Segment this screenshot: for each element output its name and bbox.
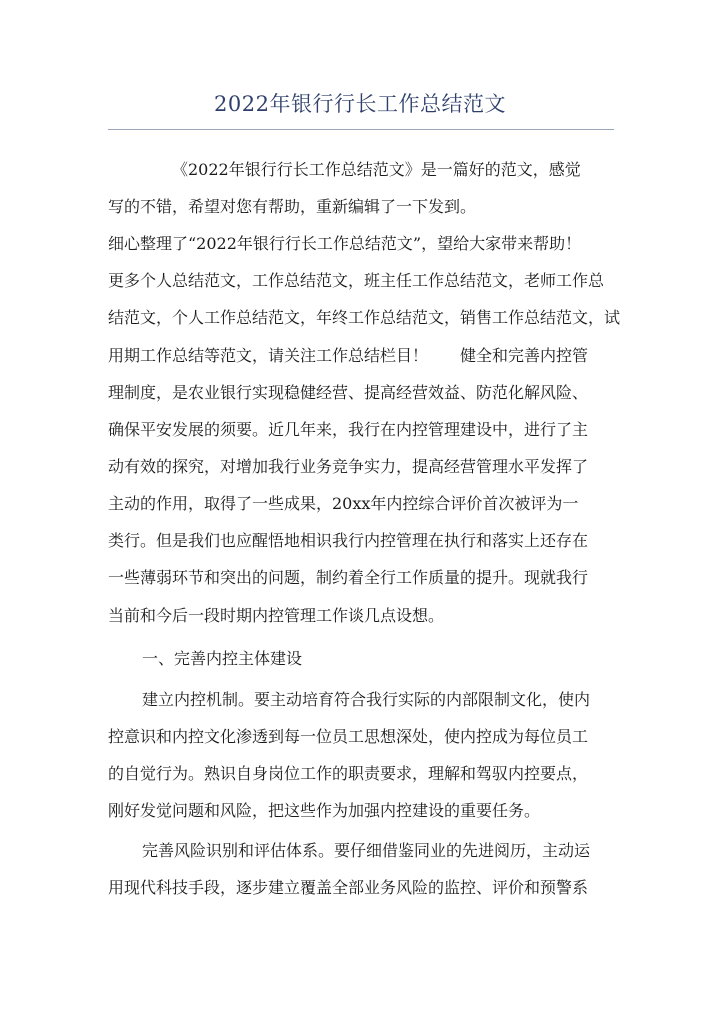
text-line: 用期工作总结等范文，请关注工作总结栏目！ 健全和完善内控管 [108,346,589,365]
text-line: 确保平安发展的须要。近几年来，我行在内控管理建设中，进行了主 [108,420,589,439]
text-line: 刚好发觉问题和风险，把这些作为加强内控建设的重要任务。 [108,801,541,820]
title-divider [108,129,614,130]
text-line: 类行。但是我们也应醒悟地相识我行内控管理在执行和落实上还存在 [108,531,589,550]
text-line: 细心整理了“2022年银行行长工作总结范文”，望给大家带来帮助！ [108,234,582,253]
text-line: 写的不错，希望对您有帮助，重新编辑了一下发到。 [108,197,477,216]
text-line: 一些薄弱环节和突出的问题，制约着全行工作质量的提升。现就我行 [108,568,589,587]
section-heading: 一、完善内控主体建设 [142,649,303,668]
document-title: 2022年银行行长工作总结范文 [214,92,506,116]
text-line: 用现代科技手段，逐步建立覆盖全部业务风险的监控、评价和预警系 [108,878,589,897]
text-line: 更多个人总结范文，工作总结范文，班主任工作总结范文，老师工作总 [108,271,605,290]
text-line: 理制度，是农业银行实现稳健经营、提高经营效益、防范化解风险、 [108,383,589,402]
text-line: 结范文，个人工作总结范文，年终工作总结范文，销售工作总结范文，试 [108,308,621,327]
text-line: 完善风险识别和评估体系。要仔细借鉴同业的先进阅历，主动运 [142,841,591,860]
text-line: 建立内控机制。要主动培育符合我行实际的内部限制文化，使内 [142,690,591,709]
text-line: 《2022年银行行长工作总结范文》是一篇好的范文，感觉 [172,160,581,179]
text-line: 的自觉行为。熟识自身岗位工作的职责要求，理解和驾驭内控要点， [108,764,589,783]
text-line: 主动的作用，取得了一些成果，20xx年内控综合评价首次被评为一 [108,494,579,513]
text-line: 控意识和内控文化渗透到每一位员工思想深处，使内控成为每位员工 [108,727,589,746]
text-line: 当前和今后一段时期内控管理工作谈几点设想。 [108,606,445,625]
text-line: 动有效的探究，对增加我行业务竞争实力，提高经营管理水平发挥了 [108,457,589,476]
